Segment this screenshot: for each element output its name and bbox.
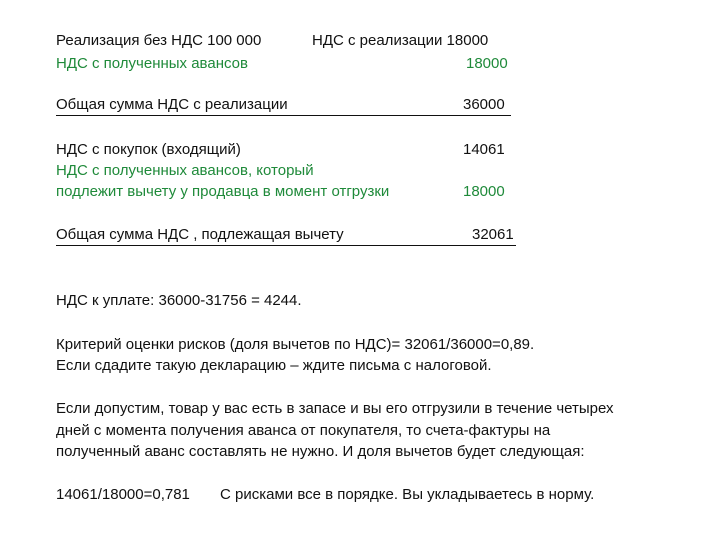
vat-advances-label: НДС с полученных авансов — [56, 55, 248, 72]
vat-advances-value: 18000 — [466, 55, 508, 72]
vat-from-sales: НДС с реализации 18000 — [312, 32, 489, 49]
input-vat-value: 14061 — [463, 141, 505, 158]
conclusion-note: С рисками все в порядке. Вы укладываетесь в норму. — [220, 486, 595, 503]
total-sales-vat-value: 36000 — [463, 96, 505, 113]
sales-without-vat: Реализация без НДС 100 000 — [56, 32, 262, 49]
conclusion-ratio: 14061/18000=0,781 — [56, 486, 190, 503]
condition-line2: дней с момента получения аванса от покупателя, то счета-фактуры на — [56, 422, 551, 439]
total-deduction-label: Общая сумма НДС , подлежащая вычету — [56, 226, 344, 243]
advances-deduction-line2: подлежит вычету у продавца в момент отгрузки — [56, 183, 390, 200]
vat-payable: НДС к уплате: 36000-31756 = 4244. — [56, 292, 302, 309]
risk-line1: Критерий оценки рисков (доля вычетов по НДС)= 32061/36000=0,89. — [56, 336, 535, 353]
input-vat-label: НДС с покупок (входящий) — [56, 141, 241, 158]
total-sales-vat-label: Общая сумма НДС с реализации — [56, 96, 288, 113]
advances-deduction-value: 18000 — [463, 183, 505, 200]
total-sales-vat-underline — [56, 115, 511, 116]
total-deduction-value: 32061 — [472, 226, 514, 243]
condition-line3: полученный аванс составлять не нужно. И доля вычетов будет следующая: — [56, 443, 585, 460]
risk-line2: Если сдадите такую декларацию – ждите письма с налоговой. — [56, 357, 492, 374]
total-deduction-underline — [56, 245, 516, 246]
condition-line1: Если допустим, товар у вас есть в запасе и вы его отгрузили в течение четырех — [56, 400, 614, 417]
advances-deduction-line1: НДС с полученных авансов, который — [56, 162, 314, 179]
